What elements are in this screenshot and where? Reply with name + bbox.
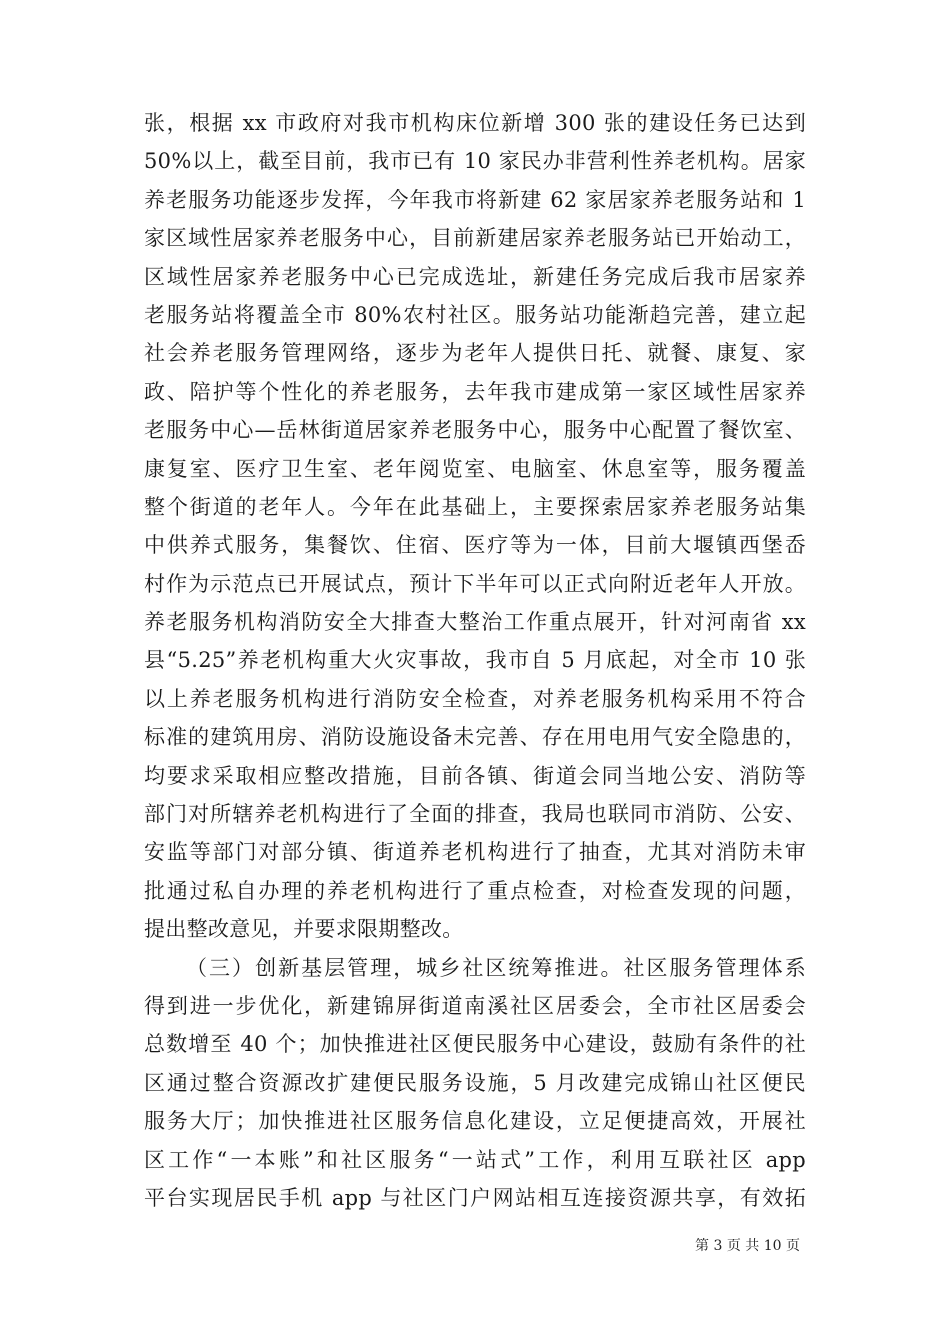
text-line: 老服务中心—岳林街道居家养老服务中心，服务中心配置了餐饮室、 [144,418,806,443]
text-line: 总数增至 40 个；加快推进社区便民服务中心建设，鼓励有条件的社 [144,1032,806,1057]
text-line: 提出整改意见，并要求限期整改。 [144,917,464,942]
text-line: 批通过私自办理的养老机构进行了重点检查，对检查发现的问题， [144,878,806,903]
text-line: 整个街道的老年人。今年在此基础上，主要探索居家养老服务站集 [144,494,806,519]
document-body [144,104,806,1217]
text-line: 50%以上，截至目前，我市已有 10 家民办非营利性养老机构。居家 [144,149,806,174]
text-line: 康复室、医疗卫生室、老年阅览室、电脑室、休息室等，服务覆盖 [144,456,806,481]
text-line: 服务大厅；加快推进社区服务信息化建设，立足便捷高效，开展社 [144,1109,806,1134]
text-line: 区域性居家养老服务中心已完成选址，新建任务完成后我市居家养 [144,264,806,289]
text-line: 区工作“一本账”和社区服务“一站式”工作，利用互联社区 app [144,1147,806,1172]
text-line: 部门对所辖养老机构进行了全面的排查，我局也联同市消防、公安、 [144,802,806,827]
text-line: 以上养老服务机构进行消防安全检查，对养老服务机构采用不符合 [144,686,806,711]
text-line: 县“5.25”养老机构重大火灾事故，我市自 5 月底起，对全市 10 张 [144,648,806,673]
text-line: 张，根据 xx 市政府对我市机构床位新增 300 张的建设任务已达到 [144,111,806,135]
page-footer [0,1237,950,1255]
text-line: 区通过整合资源改扩建便民服务设施，5 月改建完成锦山社区便民 [144,1070,806,1095]
text-line: 得到进一步优化，新建锦屏街道南溪社区居委会，全市社区居委会 [144,993,806,1018]
text-line: 均要求采取相应整改措施，目前各镇、街道会同当地公安、消防等 [144,763,806,788]
text-line: 养老服务机构消防安全大排查大整治工作重点展开，针对河南省 xx [144,610,806,635]
text-line: 平台实现居民手机 app 与社区门户网站相互连接资源共享，有效拓 [144,1185,806,1210]
paragraph-2 [144,949,806,1218]
text-line: 安监等部门对部分镇、街道养老机构进行了抽查，尤其对消防未审 [144,840,806,865]
paragraph-1 [144,104,806,949]
text-line: 养老服务功能逐步发挥，今年我市将新建 62 家居家养老服务站和 1 [144,187,806,212]
text-line: 村作为示范点已开展试点，预计下半年可以正式向附近老年人开放。 [144,571,806,596]
page-number-label: 第 3 页 共 10 页 [695,1238,800,1254]
text-line: 政、陪护等个性化的养老服务，去年我市建成第一家区域性居家养 [144,379,806,404]
text-line: 老服务站将覆盖全市 80%农村社区。服务站功能渐趋完善，建立起 [144,302,806,327]
text-line: 社会养老服务管理网络，逐步为老年人提供日托、就餐、康复、家 [144,341,806,366]
text-line: 家区域性居家养老服务中心，目前新建居家养老服务站已开始动工， [144,226,806,251]
text-line: （三）创新基层管理，城乡社区统筹推进。社区服务管理体系 [186,955,806,980]
text-line: 中供养式服务，集餐饮、住宿、医疗等为一体，目前大堰镇西堡岙 [144,533,806,558]
text-line: 标准的建筑用房、消防设施设备未完善、存在用电用气安全隐患的， [144,725,806,750]
